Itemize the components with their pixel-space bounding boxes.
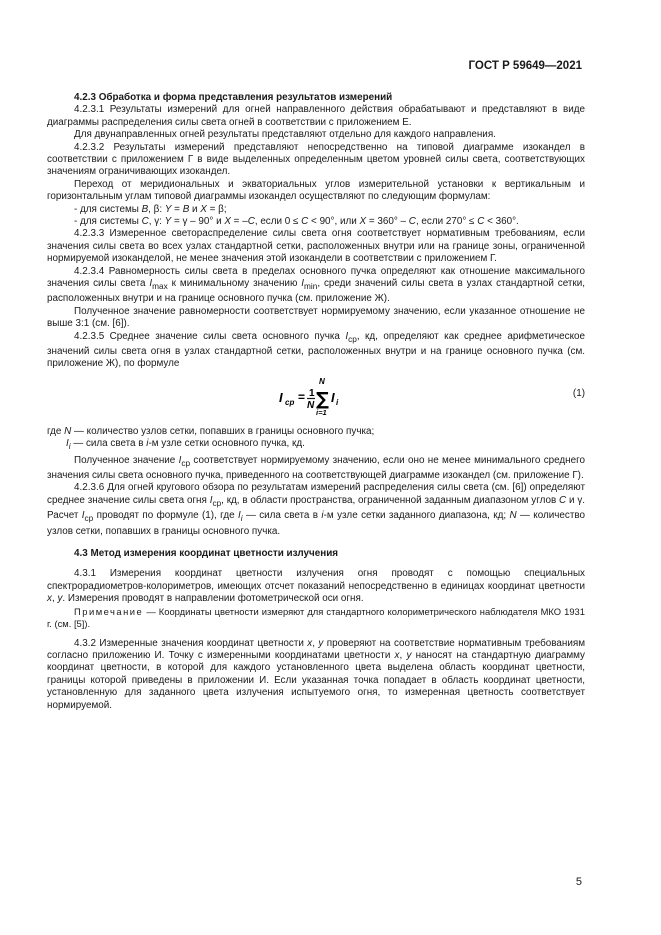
paragraph-4-3-2: 4.3.2 Измеренные значения координат цветности x, y проверяют на соответствие нормативным требованиям согласно приложению И. Точку с измеренными координатами цветности x, y наносят на стандартную диаграмму координат цветности, в которой для каждого установленного цвета выделена область координат цветности, границы которой приведены в приложении И. Если указанная точка попадает в область координат цветности, установленную для заданного цвета излучения испытуемого огня, то измеренная цветность соответствует нормируемой. [47,637,585,711]
formula-lhs-sub: ср [285,397,295,407]
paragraph-4-2-3-6: 4.2.3.6 Для огней кругового обзора по результатам измерений распределения силы света (см. [6]) определяют среднее значение силы света огня $I_{ср}$, кд, в области пространства, ограниченной заданным диапазоном углов C и γ. Расчет $I_{ср}$ проводят по формуле (1), где $I_i$ — сила света в i-м узле сетки заданного диапазона, кд; N — количество узлов сетки, попавших в границы основного пучка. [47,482,586,537]
formula-denominator: N [307,399,315,411]
sum-sign: ∑ [316,388,329,410]
document-id: ГОСТ Р 59649—2021 [468,60,582,72]
note: Примечание — Координаты цветности измеряют для стандартного колориметрического наблюдателя МКО 1931 г. (см. [5]). [47,605,585,629]
equation-number: (1) [572,387,585,399]
formula-lhs: I [279,389,283,405]
formula-equals: = [298,389,306,404]
mean-intensity-formula [277,374,347,418]
paragraph-4-2-3-1: 4.2.3.1 Результаты измерений для огней направленного действия обрабатывают и представляют в виде диаграммы распределения силы света огней в соответствии с приложением Е. [47,104,585,128]
formula-system-b: - для системы B, β: Y = B и X = β; [74,203,227,215]
where-n-definition: где N — количество узлов сетки, попавших в границы основного пучка; [47,425,375,437]
document-body [47,92,585,712]
formula-numerator: 1 [309,387,315,399]
equation-1 [47,374,585,418]
paragraph-angle-transition: Переход от меридиональных и экваториальных углов измерительной установки к вертикальным и горизонтальным углам типовой диаграммы изокандел осуществляют по следующим формулам: [47,178,585,203]
paragraph-4-2-3-2: 4.2.3.2 Результаты измерений представляют непосредственно на типовой диаграмме изокандел в соответствии с приложением Г в виде выделенных определенным цветом уровней силы света, соответствующих значениям ограничивающих изокандел. [47,141,585,178]
sum-lower-limit: i=1 [316,407,327,417]
paragraph-4-2-3-5: 4.2.3.5 Среднее значение силы света основного пучка $I_{ср}$, кд, определяют как среднее арифметическое значений силы света огня в узлах стандартной сетки, расположенных внутри и на границе основного пучка (см. приложение Ж), по формуле [47,330,585,370]
paragraph-4-2-3-3: 4.2.3.3 Измеренное светораспределение силы света огня соответствует нормативным требованиям, если значения силы света во всех узлах стандартной сетки, расположенных внутри или на границе зоны, ограниченной нормируемой изоканделой, не менее значения этой изокандели в соответствии с приложением Г. [47,228,585,265]
section-4-3-title: 4.3 Метод измерения координат цветности излучения [74,548,339,559]
paragraph-4-2-3-4: 4.2.3.4 Равномерность силы света в пределах основного пучка определяют как отношение максимального значения силы света $I_{max}$ к минимальному значению $I_{min}$, среди значений силы света в узлах стандартной сетки, расположенных внутри и на границе основного пучка (см. приложение Ж). [47,265,585,305]
formula-system-c: - для системы C, γ: Y = γ – 90° и X = –C, если 0 ≤ C < 90°, или X = 360° – C, если 270° ≤ C < 360°. [74,216,519,228]
paragraph-4-2-3-1-bidirectional: Для двунаправленных огней результаты представляют отдельно для каждого направления. [74,129,496,141]
note-label: Примечание [74,605,144,617]
formula-term: I [331,389,335,405]
formula-term-sub: i [336,397,339,407]
page-number: 5 [575,876,582,888]
paragraph-4-3-1: 4.3.1 Измерения координат цветности излучения огня проводят с помощью специальных спектрорадиометров-колориметров, имеющих отсчет показаний непосредственно в единицах координат цветности x, y. Измерения проводят в направлении фотометрической оси огня. [47,568,585,605]
paragraph-uniformity-result: Полученное значение равномерности соответствует нормируемому значению, если указанное отношение не выше 3:1 (см. [6]). [47,305,585,330]
where-i-definition: $I_i$ — сила света в i-м узле сетки основного пучка, кд. [66,438,305,452]
sum-upper-limit: N [319,376,325,386]
paragraph-obtained-mean: Полученное значение $I_{ср}$ соответствует нормируемому значению, если оно не менее минимального среднего значения силы света основного пучка, приведенного на соответствующей диаграмме изокандел (см. приложение Г). [47,454,585,482]
section-4-2-3-title: 4.2.3 Обработка и форма представления результатов измерений [74,92,393,103]
